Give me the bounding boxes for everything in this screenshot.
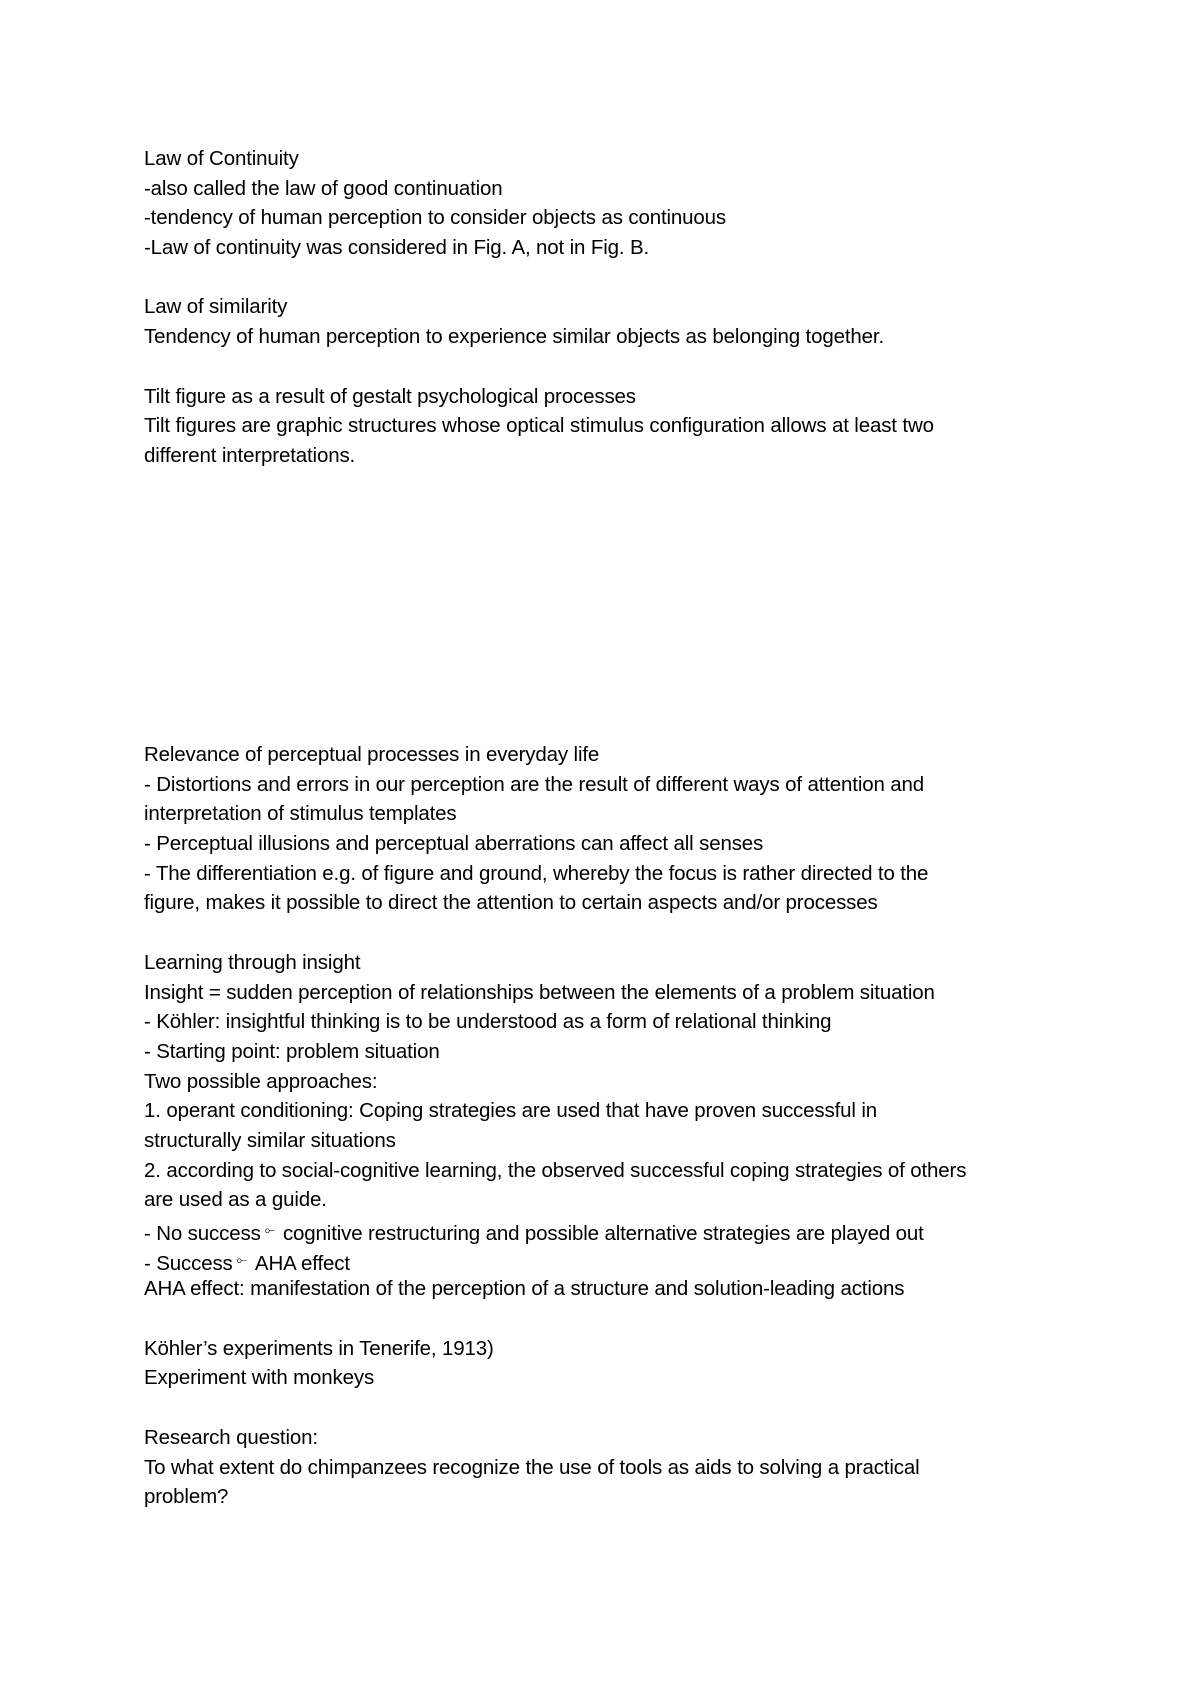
blank-line <box>144 263 1064 293</box>
text-line: To what extent do chimpanzees recognize the use of tools as aids to solving a practical <box>144 1455 920 1479</box>
blank-line <box>144 1304 1064 1334</box>
text-line-success <box>144 1245 1064 1275</box>
text-line: - Köhler: insightful thinking is to be understood as a form of relational thinking <box>144 1010 832 1034</box>
line-lead: - Success <box>144 1251 233 1275</box>
line-lead: - No success <box>144 1222 261 1245</box>
text-line: AHA effect: manifestation of the perception of a structure and solution-leading actions <box>144 1277 905 1301</box>
text-line: - Starting point: problem situation <box>144 1039 440 1063</box>
text-block-perception-and-insight <box>144 740 1064 1512</box>
text-line: - Distortions and errors in our perception are the result of different ways of attention and <box>144 772 925 796</box>
text-line: Insight = sudden perception of relationships between the elements of a problem situation <box>144 980 935 1004</box>
text-line: - The differentiation e.g. of figure and ground, whereby the focus is rather directed to the <box>144 861 929 885</box>
text-line: Two possible approaches: <box>144 1069 378 1093</box>
text-line: -tendency of human perception to consider objects as continuous <box>144 206 726 230</box>
text-line: are used as a guide. <box>144 1188 327 1212</box>
blank-line <box>144 1393 1064 1423</box>
text-line: figure, makes it possible to direct the attention to certain aspects and/or processes <box>144 891 878 915</box>
text-line: -also called the law of good continuation <box>144 176 503 200</box>
text-line: 2. according to social-cognitive learning, the observed successful coping strategies of others <box>144 1158 967 1182</box>
heading-research-question: Research question: <box>144 1425 318 1449</box>
arrow-icon: ⟜ <box>236 1251 247 1267</box>
text-line: Experiment with monkeys <box>144 1366 375 1390</box>
heading-kohler-experiments: Köhler’s experiments in Tenerife, 1913) <box>144 1336 494 1360</box>
heading-law-of-continuity: Law of Continuity <box>144 147 299 170</box>
text-line-no-success <box>144 1215 1064 1245</box>
line-tail: cognitive restructuring and possible alternative strategies are played out <box>282 1222 924 1245</box>
text-line: - Perceptual illusions and perceptual aberrations can affect all senses <box>144 832 764 856</box>
heading-tilt-figure: Tilt figure as a result of gestalt psychological processes <box>144 384 636 408</box>
arrow-icon: ⟜ <box>264 1222 275 1237</box>
heading-law-of-similarity: Law of similarity <box>144 295 288 319</box>
text-line: interpretation of stimulus templates <box>144 802 457 826</box>
text-block-gestalt-laws <box>144 144 1064 471</box>
text-line: structurally similar situations <box>144 1128 396 1152</box>
text-line: Tilt figures are graphic structures whose optical stimulus configuration allows at least two <box>144 414 934 438</box>
text-line: different interpretations. <box>144 443 356 467</box>
text-line: problem? <box>144 1485 229 1509</box>
text-line: Tendency of human perception to experience similar objects as belonging together. <box>144 325 884 349</box>
text-line: -Law of continuity was considered in Fig. A, not in Fig. B. <box>144 236 650 260</box>
heading-relevance-of-perceptual-processes: Relevance of perceptual processes in everyday life <box>144 743 600 766</box>
line-tail: AHA effect <box>254 1251 350 1275</box>
blank-line <box>144 918 1064 948</box>
text-line: 1. operant conditioning: Coping strategies are used that have proven successful in <box>144 1099 877 1123</box>
heading-learning-through-insight: Learning through insight <box>144 950 361 974</box>
blank-line <box>144 352 1064 382</box>
